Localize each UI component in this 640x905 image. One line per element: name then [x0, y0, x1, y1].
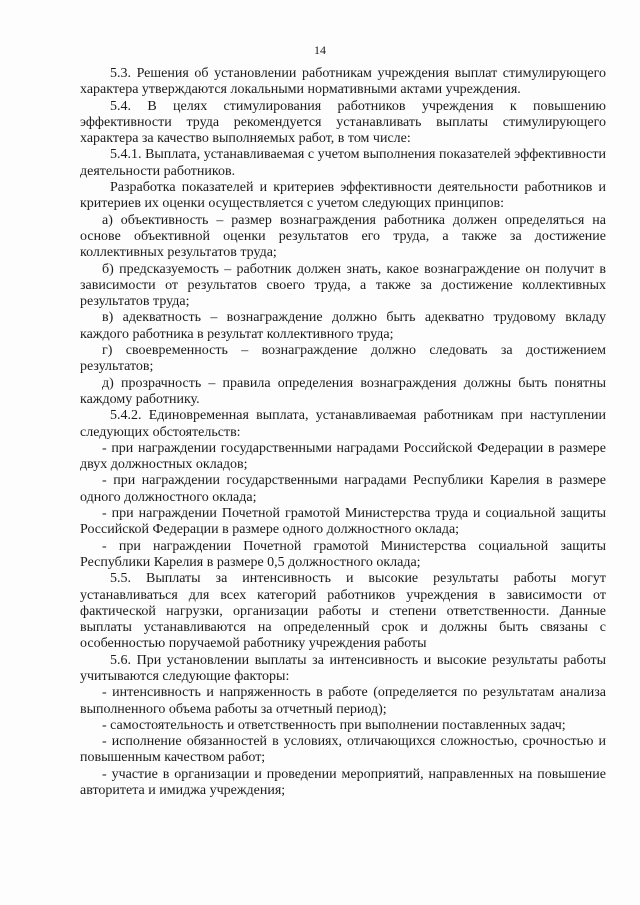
principle-predictability: б) предсказуемость – работник должен знать, какое вознаграждение он получит в зависимости от результатов своего труда, а также за достижение коллективных результатов труда; [80, 261, 606, 310]
list-item-ministry-social-diploma: - при награждении Почетной грамотой Министерства социальной защиты Республики Карелия в размере 0,5 должностного оклада; [80, 538, 606, 570]
principle-transparency: д) прозрачность – правила определения вознаграждения должны быть понятны каждому работнику. [80, 375, 606, 407]
list-item-participation: - участие в организации и проведении мероприятий, направленных на повышение авторитета и имиджа учреждения; [80, 766, 606, 799]
list-item-karelia-awards: - при награждении государственными наградами Республики Карелия в размере одного должностного оклада; [80, 473, 606, 505]
principle-timeliness: г) своевременность – вознаграждение должно следовать за достижением результатов; [80, 343, 606, 375]
principle-adequacy: в) адекватность – вознаграждение должно быть адекватно трудовому вкладу каждого работника в результат коллективного труда; [80, 310, 606, 342]
document-body [80, 66, 606, 799]
paragraph-5-4-2: 5.4.2. Единовременная выплата, устанавливаемая работникам при наступлении следующих обстоятельств: [80, 408, 606, 440]
list-item-independence: - самостоятельность и ответственность при выполнении поставленных задач; [102, 717, 566, 733]
page-number: 14 [314, 43, 326, 57]
paragraph-5-3: 5.3. Решения об установлении работникам учреждения выплат стимулирующего характера утверждаются локальными нормативными актами учреждения. [80, 66, 606, 98]
list-item-intensity: - интенсивность и напряженность в работе (определяется по результатам анализа выполненного объема работы за отчетный период); [80, 685, 606, 717]
paragraph-criteria-intro: Разработка показателей и критериев эффективности деятельности работников и критериев их оценки осуществляется с учетом следующих принципов: [80, 180, 606, 212]
paragraph-5-4: 5.4. В целях стимулирования работников учреждения к повышению эффективности труда рекомендуется устанавливать выплаты стимулирующего характера за качество выполняемых работ, в том числе: [80, 98, 606, 147]
list-item-federal-awards: - при награждении государственными наградами Российской Федерации в размере двух должностных окладов; [80, 440, 606, 473]
paragraph-5-4-1: 5.4.1. Выплата, устанавливаемая с учетом выполнения показателей эффективности деятельности работников. [80, 147, 606, 179]
paragraph-5-6: 5.6. При установлении выплаты за интенсивность и высокие результаты работы учитываются следующие факторы: [80, 652, 606, 684]
principle-objectivity: а) объективность – размер вознаграждения работника должен определяться на основе объективной оценки результатов его труда, а также за достижение коллективных результатов труда; [80, 212, 606, 261]
paragraph-5-5: 5.5. Выплаты за интенсивность и высокие результаты работы могут устанавливаться для всех категорий работников учреждения в зависимости от фактической нагрузки, организации работы и степени ответственности. Данные выплаты устанавливаются на определенный срок и должны быть связаны с особенностью поручаемой работнику учреждения работы [80, 571, 606, 652]
list-item-complex-duties: - исполнение обязанностей в условиях, отличающихся сложностью, срочностью и повышенным качеством работ; [80, 734, 606, 766]
list-item-ministry-labor-diploma: - при награждении Почетной грамотой Министерства труда и социальной защиты Российской Федерации в размере одного должностного оклада; [80, 506, 606, 538]
